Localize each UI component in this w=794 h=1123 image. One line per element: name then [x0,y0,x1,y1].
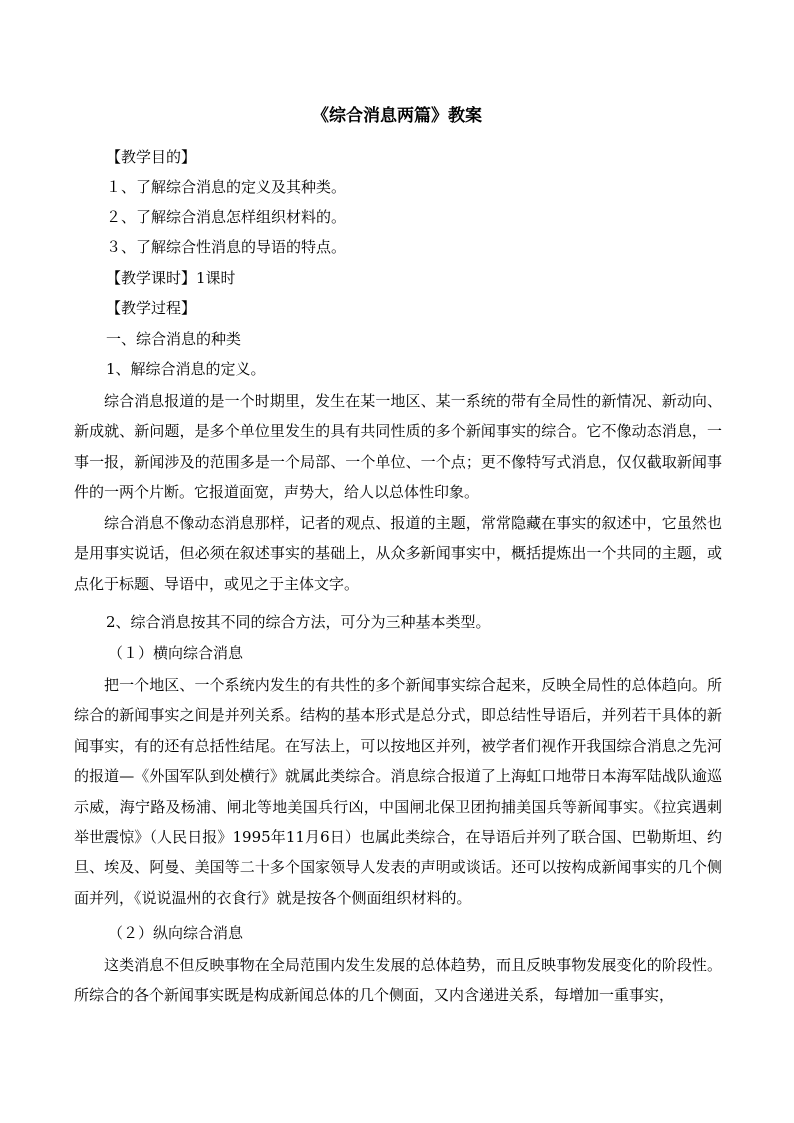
paragraph: 综合消息不像动态消息那样，记者的观点、报道的主题，常常隐藏在事实的叙述中，它虽然也是用事实说话，但必须在叙述事实的基础上，从众多新闻事实中，概括提炼出一个共同的主题，或点化于标题、导语中，或见之于主体文字。 [74,514,722,593]
objectives-heading: 【教学目的】 [106,148,197,166]
document-title: 《综合消息两篇》教案 [312,106,482,126]
objective-item: ３、了解综合性消息的导语的特点。 [106,238,347,256]
paragraph: 综合消息报道的是一个时期里，发生在某一地区、某一系统的带有全局性的新情况、新动向、新成就、新问题，是多个单位里发生的具有共同性质的多个新闻事实的综合。它不像动态消息，一事一报，新闻涉及的范围多是一个局部、一个单位、一个点；更不像特写式消息，仅仅截取新闻事件的一两个片断。它报道面宽，声势大，给人以总体性印象。 [74,392,722,502]
section-heading: 一、综合消息的种类 [106,330,242,348]
paragraph: 把一个地区、一个系统内发生的有共性的多个新闻事实综合起来，反映全局性的总体趋向。所综合的新闻事实之间是并列关系。结构的基本形式是总分式，即总结性导语后，并列若干具体的新闻事实，有的还有总括性结尾。在写法上，可以按地区并列，被学者们视作开我国综合消息之先河的报道—《外国军队到处横行》就属此类综合。消息综合报道了上海虹口地带日本海军陆战队逾巡示威，海宁路及杨浦、闸北等地美国兵行凶，中国闸北保卫团拘捕美国兵等新闻事实。《拉宾遇刺举世震惊》（人民日报》1995年11月6日）也属此类综合，在导语后并列了联合国、巴勒斯坦、约旦、埃及、阿曼、美国等二十多个国家领导人发表的声明或谈话。还可以按构成新闻事实的几个侧面并列，《说说温州的衣食行》就是按各个侧面组织材料的。 [74,676,722,907]
objective-item: １、了解综合消息的定义及其种类。 [106,178,347,196]
subsection-heading: （２）纵向综合消息 [108,924,244,942]
paragraph: 这类消息不但反映事物在全局范围内发生发展的总体趋势，而且反映事物发展变化的阶段性。所综合的各个新闻事实既是构成新闻总体的几个侧面，又内含递进关系，每增加一重事实， [74,956,722,1005]
subsection-heading: （１）横向综合消息 [108,644,244,662]
point-heading: 2、综合消息按其不同的综合方法，可分为三种基本类型。 [106,613,491,631]
hours-line: 【教学课时】1课时 [106,269,236,287]
process-heading: 【教学过程】 [106,299,197,317]
objective-item: ２、了解综合消息怎样组织材料的。 [106,208,347,226]
point-heading: 1、解综合消息的定义。 [106,360,266,378]
